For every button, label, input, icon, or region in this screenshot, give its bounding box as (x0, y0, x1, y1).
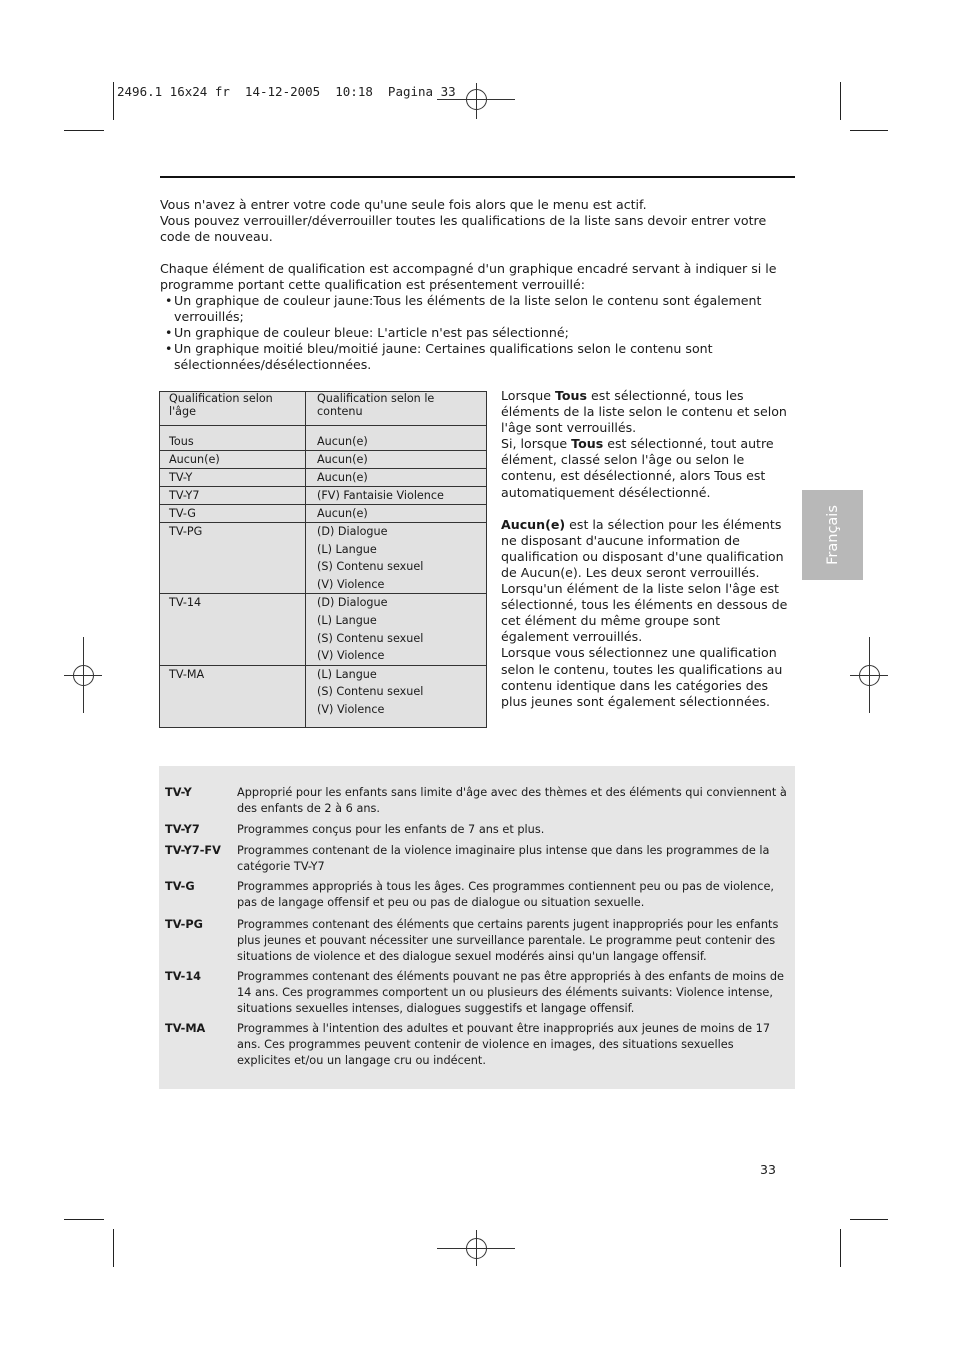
content-item: (V) Violence (317, 649, 385, 663)
page-number: 33 (760, 1162, 776, 1177)
cell-content (306, 594, 487, 665)
table-row (160, 469, 487, 487)
content-item: (S) Contenu sexuel (317, 631, 424, 645)
cell-age: TV-Y7 (160, 487, 306, 505)
cell-content: (FV) Fantaisie Violence (306, 487, 487, 505)
content-item: (D) Dialogue (317, 596, 388, 610)
content-item: (L) Langue (317, 542, 377, 556)
content-item: (V) Violence (317, 702, 385, 716)
cell-age: TV-G (160, 505, 306, 523)
glossary-term: TV-Y7-FV (165, 844, 221, 857)
content-item: (L) Langue (317, 613, 377, 627)
intro-paragraph-2: Vous pouvez verrouiller/déverrouiller toutes les qualifications de la liste sans devoir entrer votre code de nouveau. (160, 213, 767, 244)
cell-content: Aucun(e) (306, 451, 487, 469)
glossary-definition: Programmes conçus pour les enfants de 7 ans et plus. (237, 823, 545, 836)
top-rule (160, 176, 795, 178)
table-row (160, 451, 487, 469)
cell-age: TV-PG (160, 523, 306, 594)
language-tab-label: Français (824, 505, 841, 565)
glossary-definition: Programmes à l'intention des adultes et pouvant être inappropriés aux jeunes de moins de 17 ans. Ces programmes peuvent contenir de violence en images, des situations sexuelles explicites et/ou un langage cru ou indécent. (237, 1022, 771, 1068)
cell-content: Aucun(e) (306, 469, 487, 487)
print-header: 2496.1 16x24 fr 14-12-2005 10:18 Pagina 33 (117, 84, 456, 99)
side-explanation (501, 388, 791, 710)
table-row (160, 487, 487, 505)
glossary-definition: Programmes contenant des éléments pouvant ne pas être appropriés à des enfants de moins de 14 ans. Ces programmes comportent un ou plusieurs des éléments suivants: Violence intense, situations sexuelles intenses, dialogues suggestifs et langage offensif. (237, 970, 784, 1016)
language-tab (802, 490, 863, 580)
cell-age: Tous (160, 426, 306, 451)
cell-content (306, 523, 487, 594)
side-paragraph-3: Aucun(e) est la sélection pour les éléments ne disposant d'aucune information de qualification ou disposant d'une qualification de Aucun(e). Les deux seront verrouillés. (501, 516, 784, 580)
glossary-term: TV-14 (165, 970, 202, 983)
table-row (160, 523, 487, 594)
table-row (160, 594, 487, 665)
intro-paragraph-3: Chaque élément de qualification est accompagné d'un graphique encadré servant à indiquer si le programme portant cette qualification est présentement verrouillé: (160, 261, 777, 292)
intro-bullet-list (160, 293, 796, 373)
cell-age: TV-Y (160, 469, 306, 487)
glossary-definition: Programmes contenant de la violence imaginaire plus intense que dans les programmes de la catégorie TV-Y7 (237, 844, 770, 874)
ratings-glossary (159, 766, 795, 1089)
content-item: (L) Langue (317, 667, 377, 681)
bullet-item: • Un graphique de couleur jaune:Tous les éléments de la liste selon le contenu sont également verrouillés; (160, 293, 796, 325)
content-item: (S) Contenu sexuel (317, 560, 424, 574)
header-content: Qualification selon le contenu (306, 392, 487, 426)
header-age: Qualification selon l'âge (160, 392, 306, 426)
intro-paragraph-1: Vous n'avez à entrer votre code qu'une seule fois alors que le menu est actif. (160, 197, 647, 212)
cell-age: Aucun(e) (160, 451, 306, 469)
table-row (160, 505, 487, 523)
cell-content (306, 665, 487, 727)
ratings-table (159, 391, 487, 728)
cell-content: Aucun(e) (306, 505, 487, 523)
side-paragraph-5: Lorsque vous sélectionnez une qualification selon le contenu, toutes les qualifications au contenu identique dans les catégories des plus jeunes sont également sélectionnées. (501, 645, 783, 709)
cell-age: TV-14 (160, 594, 306, 665)
glossary-term: TV-G (165, 880, 195, 893)
bullet-item: • Un graphique de couleur bleue: L'article n'est pas sélectionné; (160, 325, 796, 341)
cell-age: TV-MA (160, 665, 306, 727)
table-row (160, 426, 487, 451)
cell-content: Aucun(e) (306, 426, 487, 451)
glossary-term: TV-MA (165, 1022, 206, 1035)
intro-block (160, 197, 796, 373)
table-row (160, 665, 487, 727)
glossary-definition: Programmes appropriés à tous les âges. Ces programmes contiennent peu ou pas de violence, pas de langage offensif et peu ou pas de dialogue ou situation sexuelle. (237, 880, 774, 910)
content-item: (S) Contenu sexuel (317, 685, 424, 699)
glossary-definition: Programmes contenant des éléments que certains parents jugent inappropriés pour les enfants plus jeunes et pouvant nécessiter une surveillance parentale. Le programme peut contenir des situations de violence et des dialogue sexuel modérés ainsi qu'un langage offensif. (237, 918, 779, 964)
glossary-term: TV-Y (165, 786, 192, 799)
table-header-row (160, 392, 487, 426)
side-paragraph-1: Lorsque Tous est sélectionné, tous les éléments de la liste selon le contenu et selon l'âge sont verrouillés. (501, 388, 787, 436)
side-paragraph-4: Lorsqu'un élément de la liste selon l'âge est sélectionné, tous les éléments en dessous de cet élément du même groupe sont également verrouillés. (501, 581, 788, 645)
bullet-item: • Un graphique moitié bleu/moitié jaune: Certaines qualifications selon le contenu sont sélectionnées/désélectionnées. (160, 341, 796, 373)
glossary-definition: Approprié pour les enfants sans limite d'âge avec des thèmes et des éléments qui conviennent à des enfants de 2 à 6 ans. (237, 786, 787, 816)
content-item: (D) Dialogue (317, 525, 388, 538)
content-item: (V) Violence (317, 577, 385, 591)
glossary-term: TV-Y7 (165, 823, 200, 836)
side-paragraph-2: Si, lorsque Tous est sélectionné, tout autre élément, classé selon l'âge ou selon le contenu, est désélectionné, alors Tous est automatiquement désélectionné. (501, 436, 774, 500)
glossary-term: TV-PG (165, 918, 203, 931)
